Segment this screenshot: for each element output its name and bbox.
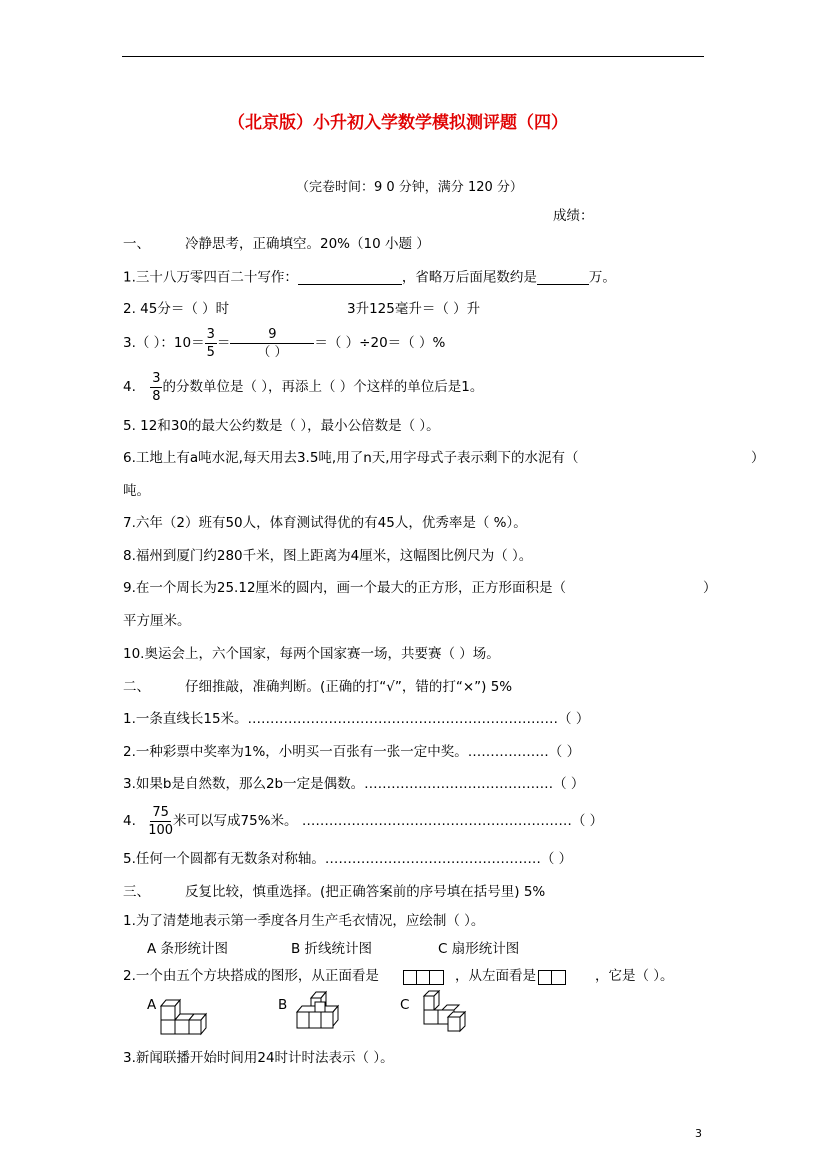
question-3-part-a: 3.（ ）：10＝ — [123, 335, 205, 352]
question-6-close: ） — [751, 450, 765, 466]
front-view-figure — [403, 970, 445, 986]
question-8: 8.福州到厦门约280千米，图上距离为4厘米，这幅图比例尺为（ ）。 — [123, 548, 533, 564]
question-4: 4. $\frac{3}{8}$ 的分数单位是（ ），再添上（ ）个这样的单位后是1。 — [123, 371, 484, 404]
choice-1-option-c: C 扇形统计图 — [438, 941, 520, 957]
left-view-figure — [538, 970, 568, 986]
question-1-part-a: 1.三十八万零四百二十写作： — [123, 269, 298, 286]
judge-1: 1.一条直线长15米。……………………………………………………………（ ） — [123, 711, 590, 727]
page-number: 3 — [695, 1127, 702, 1140]
section-1-number: 一、 — [123, 236, 150, 252]
question-5: 5. 12和30的最大公约数是（ ），最小公倍数是（ ）。 — [123, 418, 440, 434]
page-title: （北京版）小升初入学数学模拟测评题（四） — [228, 113, 568, 133]
question-9-close: ） — [703, 580, 717, 596]
choice-2-part-b: ，从左面看是 — [455, 968, 536, 984]
question-6: 6.工地上有a吨水泥,每天用去3.5吨,用了n天,用字母式子表示剩下的水泥有（ — [123, 450, 579, 466]
choice-2-label-a: A — [147, 997, 157, 1013]
question-1-part-c: 万。 — [588, 269, 616, 286]
section-3-number: 三、 — [123, 884, 150, 900]
question-7: 7.六年（2）班有50人，体育测试得优的有45人，优秀率是（ %）。 — [123, 515, 527, 531]
question-6-cont: 吨。 — [123, 483, 150, 499]
judge-4: 4. $\frac{75}{100}$ 米可以写成75%米。 ……………………………………………………（ ） — [123, 805, 604, 838]
question-1 — [123, 270, 616, 285]
question-2-part-a: 2. 45分＝（ ）时 — [123, 301, 230, 317]
section-1-heading: 冷静思考，正确填空。20%（10 小题 ） — [185, 236, 430, 252]
judge-5: 5.任何一个圆都有无数条对称轴。…………………………………………（ ） — [123, 851, 573, 867]
section-3-heading: 反复比较，慎重选择。(把正确答案前的序号填在括号里) 5% — [185, 884, 546, 900]
cube-figure-a — [158, 996, 208, 1038]
judge-2: 2.一种彩票中奖率为1%，小明买一百张有一张一定中奖。………………（ ） — [123, 744, 581, 760]
fraction: $\frac{3}{5}$ — [206, 327, 215, 360]
fraction: $\frac{75}{100}$ — [148, 805, 174, 838]
choice-3: 3.新闻联播开始时间用24时计时法表示（ ）。 — [123, 1050, 394, 1066]
subtitle: （完卷时间：9 0 分钟，满分 120 分） — [296, 180, 523, 195]
cube-figure-b — [293, 990, 345, 1032]
question-1-part-b: ，省略万后面尾数约是 — [401, 269, 537, 286]
question-9: 9.在一个周长为25.12厘米的圆内，画一个最大的正方形，正方形面积是（ — [123, 580, 567, 596]
judge-3: 3.如果b是自然数，那么2b一定是偶数。……………………………………（ ） — [123, 776, 585, 792]
header-rule — [122, 56, 704, 57]
question-3-part-c: ＝（ ）÷20＝（ ）% — [314, 335, 446, 352]
question-9-cont: 平方厘米。 — [123, 613, 191, 629]
question-2-part-b: 3升125毫升＝（ ）升 — [347, 301, 481, 317]
answer-blank[interactable] — [298, 270, 402, 285]
fraction: $\frac{9}{( )}$ — [230, 328, 314, 359]
choice-1: 1.为了清楚地表示第一季度各月生产毛衣情况，应绘制（ ）。 — [123, 913, 485, 929]
question-4-text: 的分数单位是（ ），再添上（ ）个这样的单位后是1。 — [162, 379, 484, 396]
answer-blank[interactable] — [537, 270, 589, 285]
choice-2-label-c: C — [400, 997, 410, 1013]
choice-1-option-a: A 条形统计图 — [147, 941, 229, 957]
choice-2-part-c: ，它是（ ）。 — [595, 968, 674, 984]
section-2-number: 二、 — [123, 679, 150, 695]
question-3: 3.（ ）：10＝ $\frac{3}{5}$ ＝ $\frac{9}{( )}$ ＝（ ）÷20＝（ ）% — [123, 327, 446, 360]
section-2-heading: 仔细推敲，准确判断。(正确的打“√”，错的打“×”) 5% — [185, 679, 513, 695]
question-10: 10.奥运会上，六个国家，每两个国家赛一场，共要赛（ ）场。 — [123, 646, 500, 662]
cube-figure-c — [420, 990, 472, 1034]
choice-2-label-b: B — [278, 997, 288, 1013]
fraction: $\frac{3}{8}$ — [152, 371, 161, 404]
choice-2-part-a: 2.一个由五个方块搭成的图形，从正面看是 — [123, 968, 379, 984]
score-label: 成绩： — [553, 208, 594, 224]
choice-1-option-b: B 折线统计图 — [291, 941, 373, 957]
